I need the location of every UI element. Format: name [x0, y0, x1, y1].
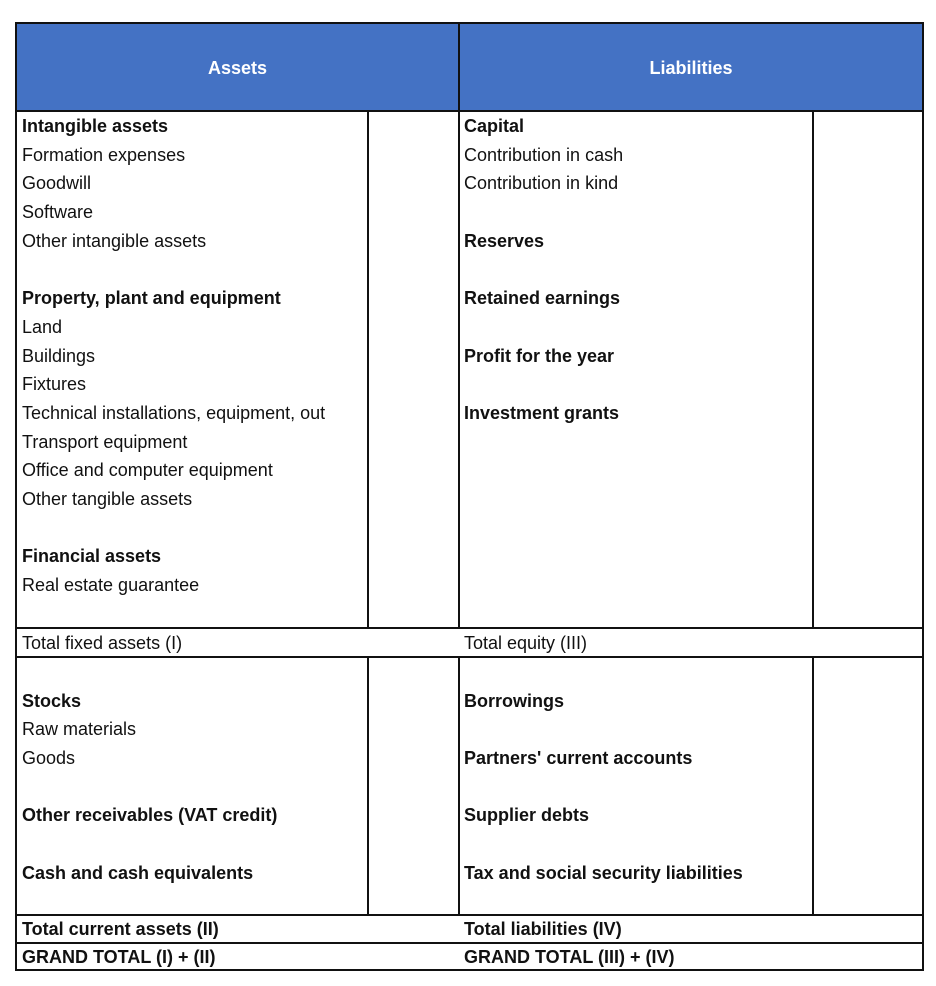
line-item: Contribution in kind [464, 173, 619, 194]
grand-total-liabilities: GRAND TOTAL (III) + (IV) [464, 947, 675, 967]
line-item: Raw materials [22, 719, 137, 740]
line-item: Formation expenses [22, 144, 186, 165]
line-item: Real estate guarantee [22, 575, 200, 595]
line-item [22, 658, 362, 687]
current-assets-list [22, 658, 362, 888]
assets-header: Assets [17, 24, 458, 112]
line-item: Technical installations, equipment, out [22, 402, 326, 423]
section-heading: Supplier debts [464, 805, 590, 826]
line-item: Other tangible assets [22, 488, 193, 509]
line-item: Land [22, 316, 63, 337]
line-item [464, 255, 804, 284]
section-heading: Borrowings [464, 690, 565, 711]
divider [812, 656, 814, 916]
total-equity: Total equity (III) [464, 633, 588, 653]
line-item: Software [22, 202, 94, 223]
line-item [464, 715, 804, 744]
section-heading: Tax and social security liabilities [464, 862, 743, 883]
section-heading: Capital [464, 116, 525, 136]
divider [458, 656, 460, 916]
divider [812, 112, 814, 629]
line-item [464, 198, 804, 227]
line-item: Goods [22, 748, 76, 769]
fixed-assets-list [22, 112, 362, 600]
grand-total-assets: GRAND TOTAL (I) + (II) [22, 947, 216, 967]
section-heading: Other receivables (VAT credit) [22, 805, 278, 826]
balance-sheet-table [15, 22, 924, 971]
line-item [464, 370, 804, 399]
line-item [22, 514, 362, 543]
line-item: Other intangible assets [22, 230, 207, 251]
section-heading: Property, plant and equipment [22, 288, 281, 309]
liabilities-list [464, 658, 804, 888]
total-current-assets: Total current assets (II) [22, 919, 219, 939]
divider [458, 24, 460, 629]
total-liabilities: Total liabilities (IV) [464, 919, 622, 939]
line-item: Fixtures [22, 374, 87, 395]
divider [367, 112, 369, 629]
section-heading: Stocks [22, 690, 82, 711]
section-heading: Intangible assets [22, 116, 169, 136]
line-item [464, 830, 804, 859]
section-heading: Financial assets [22, 546, 162, 567]
line-item [464, 313, 804, 342]
section-heading: Cash and cash equivalents [22, 862, 254, 883]
line-item [22, 255, 362, 284]
line-item [22, 773, 362, 802]
section-heading: Profit for the year [464, 345, 615, 366]
line-item: Transport equipment [22, 431, 188, 452]
line-item: Office and computer equipment [22, 460, 273, 481]
section-heading: Reserves [464, 230, 545, 251]
line-item: Buildings [22, 345, 96, 366]
line-item [22, 830, 362, 859]
section-heading: Investment grants [464, 402, 620, 423]
divider [367, 656, 369, 916]
line-item [464, 773, 804, 802]
line-item: Goodwill [22, 173, 92, 194]
line-item: Contribution in cash [464, 144, 624, 165]
section-heading: Retained earnings [464, 288, 621, 309]
equity-list [464, 112, 804, 428]
section-heading: Partners' current accounts [464, 748, 693, 769]
line-item [464, 658, 804, 687]
total-fixed-assets: Total fixed assets (I) [22, 633, 183, 653]
liabilities-header: Liabilities [460, 24, 922, 112]
